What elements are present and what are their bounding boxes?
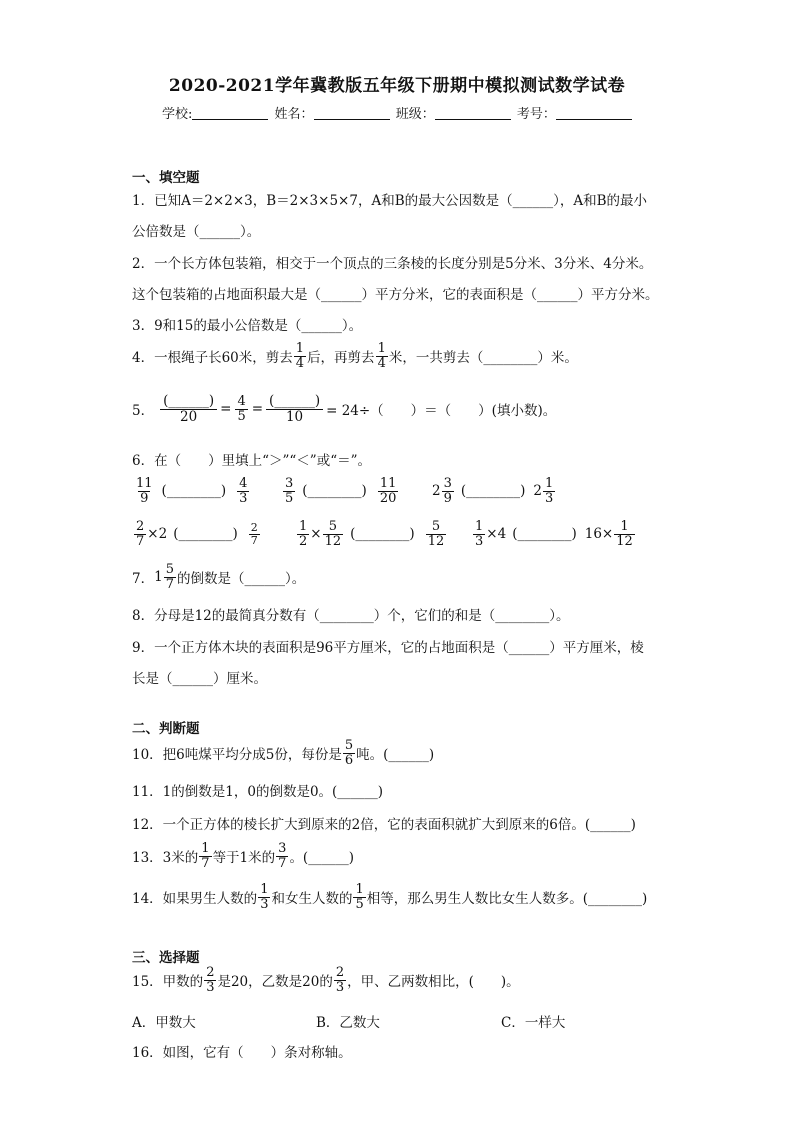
answer-blank[interactable]: (________) [173,526,238,543]
question-6-item-4: $\frac{2}{7}$ ×2 (________) $\frac{2}{7}$ [136,519,258,549]
question-11: 11．1的倒数是1，0的倒数是0。(______) [132,784,384,800]
question-16: 16．如图，它有（ ）条对称轴。 [132,1045,352,1061]
question-10: 10．把6吨煤平均分成5份，每份是 $\frac{5}{6}$ 吨。(______) [132,738,435,768]
option-c[interactable]: C．一样大 [501,1015,566,1031]
answer-blank[interactable]: (________) [161,483,227,500]
option-b[interactable]: B．乙数大 [316,1015,380,1031]
question-14: 14．如果男生人数的 $\frac{1}{3}$ 和女生人数的 $\frac{1}{5}$ 相等，那么男生人数比女生人数多。(________) [132,882,648,912]
answer-blank[interactable]: (________) [350,526,415,543]
question-9-line-1: 9．一个正方体木块的表面积是96平方厘米，它的占地面积是（______）平方厘米，棱 [132,640,644,656]
section-true-false: 二、判断题 [132,721,200,737]
question-1-line-1: 1．已知A＝2×2×3，B＝2×3×5×7，A和B的最大公因数是（______），A和B的最小 [132,193,648,209]
question-6-stem: 6．在（ ）里填上“＞”“＜”或“＝”。 [132,453,371,469]
question-6-item-5: $\frac{1}{2}$ × $\frac{5}{12}$ (________) $\frac{5}{12}$ [299,519,445,549]
question-6-item-2: $\frac{3}{5}$ (________) $\frac{11}{20}$ [285,476,397,506]
question-6-item-1: $\frac{11}{9}$ (________) $\frac{4}{3}$ [136,476,248,506]
blank-fraction[interactable]: $\frac{(\_\_\_\_\_\_)}{10}$ [266,394,323,425]
name-label: 姓名： [274,107,314,122]
question-12: 12．一个正方体的棱长扩大到原来的2倍，它的表面积就扩大到原来的6倍。(______) [132,817,636,833]
fraction: $\frac{4}{5}$ [237,394,246,424]
section-multiple-choice: 三、选择题 [132,950,200,966]
question-3: 3．9和15的最小公倍数是（______）。 [132,318,363,334]
class-blank[interactable] [435,106,511,120]
question-15: 15．甲数的 $\frac{2}{3}$ 是20，乙数是20的 $\frac{2}{3}$ ，甲、乙两数相比，( )。 [132,965,520,995]
school-label: 学校: [162,107,193,122]
student-info-row [162,103,634,122]
question-7: 7． 1 $\frac{5}{7}$ 的倒数是（______）。 [132,562,306,592]
question-6-item-3: 2 $\frac{3}{9}$ (________) 2 $\frac{1}{3}$ [432,476,554,506]
question-1-line-2: 公倍数是（______）。 [132,224,261,240]
page-title: 2020-2021学年冀教版五年级下册期中模拟测试数学试卷 [168,76,626,96]
exam-no-blank[interactable] [556,106,632,120]
question-5: 5． $\frac{(\_\_\_\_\_\_)}{20}$ = $\frac{4}{5}$ = $\frac{(\_\_\_\_\_\_)}{10}$ = 24÷（ ）＝（ ）(填小数)。 [132,393,557,425]
exam-no-label: 考号： [516,107,556,122]
fraction: $\frac{1}{4}$ [295,341,305,371]
answer-blank[interactable]: (________) [460,483,526,500]
fraction: $\frac{1}{4}$ [377,341,386,371]
question-8: 8．分母是12的最简真分数有（________）个，它们的和是（________）。 [132,608,570,624]
answer-blank[interactable]: (________) [512,526,577,543]
question-6-item-6: $\frac{1}{3}$ ×4 (________) 16× $\frac{1}{12}$ [475,519,633,549]
question-9-line-2: 长是（______）厘米。 [132,671,267,687]
name-blank[interactable] [314,106,390,120]
question-2-line-1: 2．一个长方体包装箱，相交于一个顶点的三条棱的长度分别是5分米、3分米、4分米。 [132,256,653,272]
section-fill-in: 一、填空题 [132,170,200,186]
question-2-line-2: 这个包装箱的占地面积最大是（______）平方分米，它的表面积是（______）平方分米。 [132,287,659,303]
school-blank[interactable] [192,106,268,120]
blank-fraction[interactable]: $\frac{(\_\_\_\_\_\_)}{20}$ [160,394,217,425]
answer-blank[interactable]: (________) [302,483,367,500]
option-a[interactable]: A．甲数大 [132,1015,196,1031]
question-13: 13．3米的 $\frac{1}{7}$ 等于1米的 $\frac{3}{7}$ 。(______) [132,841,354,871]
question-4: 4．一根绳子长60米，剪去 $\frac{1}{4}$ 后，再剪去 $\frac{1}{4}$ 米，一共剪去（________）米。 [132,341,578,371]
class-label: 班级： [395,107,435,122]
